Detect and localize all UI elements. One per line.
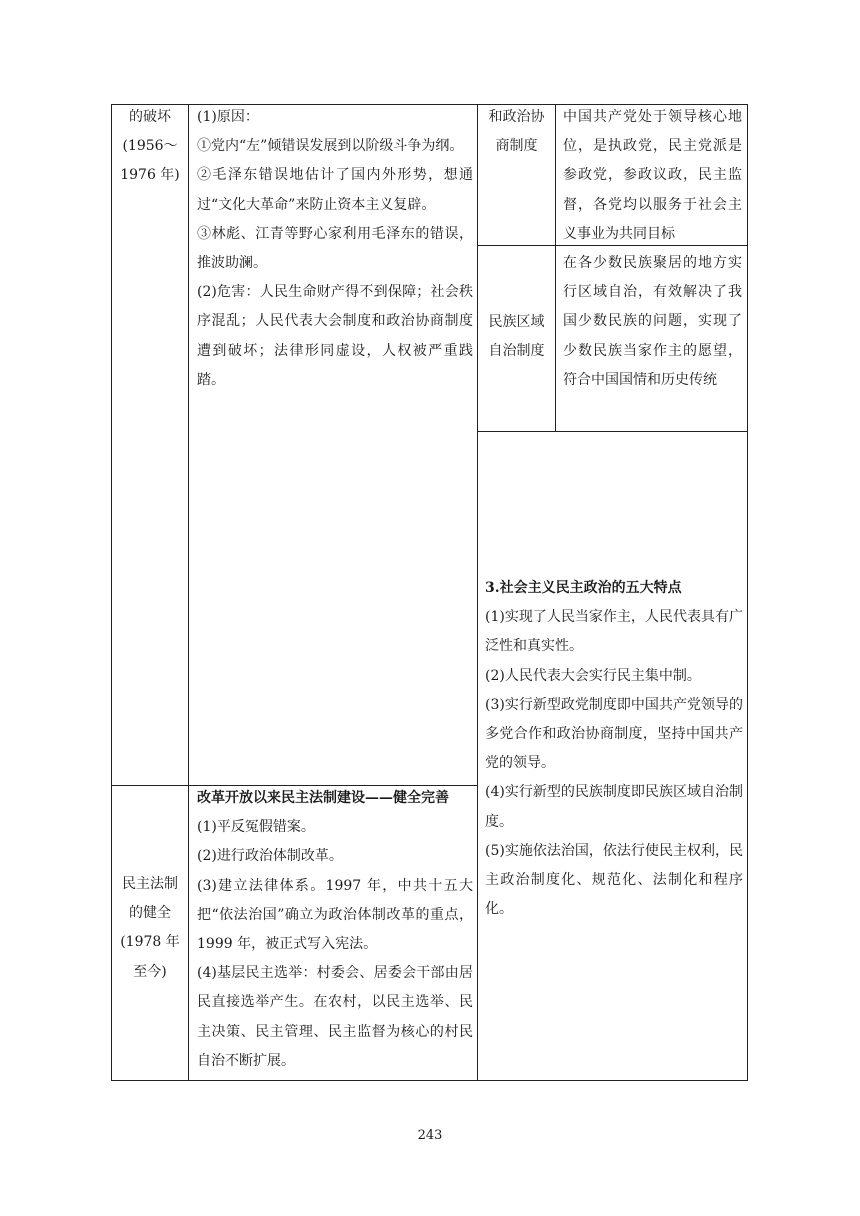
period-label-line: (1978 年 (120, 934, 180, 951)
consultation-content (563, 103, 742, 249)
content-paragraph: (2)危害：人民生命财产得不到保障；社会秩序混乱；人民代表大会制度和政治协商制度遭到破坏；法律形同虚设，人权被严重践踏。 (197, 284, 473, 388)
border-right (747, 104, 748, 1081)
section-heading: 改革开放以来民主法制建设——健全完善 (197, 790, 449, 806)
system-label-line: 和政治协 (488, 109, 545, 125)
content-paragraph: ①党内“左”倾错误发展到以阶级斗争为纲。 (197, 138, 464, 155)
period-label-line: 民主法制 (122, 876, 178, 892)
regional-autonomy-content (563, 249, 742, 395)
system-label-line: 商制度 (495, 138, 538, 155)
border-bottom (111, 1080, 748, 1081)
content-paragraph: (4)实行新型的民族制度即民族区域自治制度。 (485, 784, 743, 830)
system-label-consultation (478, 103, 555, 161)
content-paragraph: (1)平反冤假错案。 (197, 819, 315, 836)
period-label-destruction (112, 103, 188, 191)
content-paragraph: (3)实行新型政党制度即中国共产党领导的多党合作和政治协商制度，坚持中国共产党的领导。 (485, 696, 743, 772)
system-label-regional-autonomy (478, 308, 555, 366)
period-label-line: 的破坏 (129, 109, 171, 125)
five-features-content (485, 574, 743, 924)
content-paragraph: (4)基层民主选举：村委会、居委会干部由居民直接选举产生。在农村，以民主选举、民主决策、民主管理、民主监督为核心的村民自治不断扩展。 (197, 965, 473, 1069)
page-number: 243 (417, 1128, 443, 1143)
period-label-line: (1956～ (122, 138, 178, 155)
period-label-line: 的健全 (129, 905, 171, 922)
content-paragraph: ③林彪、江青等野心家利用毛泽东的错误，推波助澜。 (197, 225, 473, 272)
system-label-line: 民族区域 (488, 314, 545, 330)
border-right-inner (555, 104, 556, 431)
content-paragraph: (1)实现了人民当家作主，人民代表具有广泛性和真实性。 (485, 609, 743, 655)
system-label-line: 自治制度 (488, 343, 545, 360)
border-mid-left (188, 104, 189, 1081)
section-heading: 3.社会主义民主政治的五大特点 (485, 580, 682, 596)
content-paragraph: (3)建立法律体系。1997 年，中共十五大把“依法治国”确立为政治体制改革的重点，1999 年，被正式写入宪法。 (197, 877, 473, 953)
destruction-content (197, 103, 473, 395)
content-paragraph: (2)人民代表大会实行民主集中制。 (485, 667, 701, 684)
content-paragraph: (2)进行政治体制改革。 (197, 848, 343, 865)
border-center (477, 104, 478, 1081)
content-paragraph: ②毛泽东错误地估计了国内外形势，想通过“文化大革命”来防止资本主义复辟。 (197, 167, 473, 213)
period-label-line: 1976 年) (120, 167, 180, 184)
improvement-content (197, 784, 473, 1076)
period-label-line: 至今) (133, 963, 167, 980)
content-paragraph: (1)原因： (197, 109, 259, 125)
content-paragraph: 中国共产党处于领导核心地位，是执政党，民主党派是参政党，参政议政，民主监督，各党均以服务于社会主义事业为共同目标 (563, 109, 742, 242)
content-paragraph: (5)实施依法治国，依法行使民主权利，民主政治制度化、规范化、法制化和程序化。 (485, 842, 743, 918)
border-right-row2-divider (478, 431, 748, 432)
content-paragraph: 在各少数民族聚居的地方实行区域自治，有效解决了我国少数民族的问题，实现了少数民族当家作主的愿望，符合中国国情和历史传统 (563, 255, 742, 388)
period-label-improvement (112, 870, 188, 987)
